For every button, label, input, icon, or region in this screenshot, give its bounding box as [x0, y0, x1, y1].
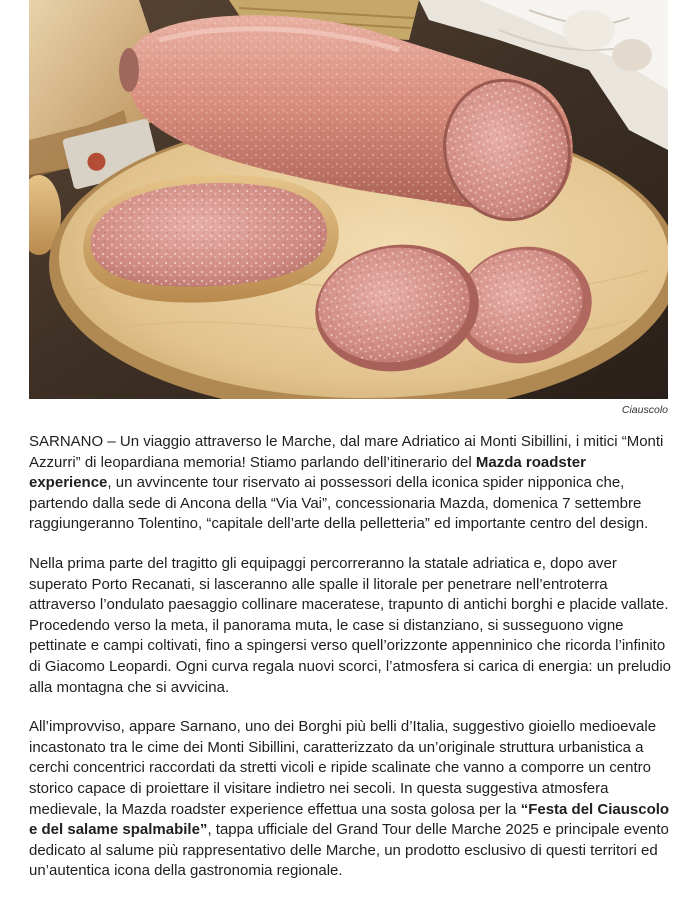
article-figure	[29, 0, 668, 416]
paragraph-1-lead: SARNANO – Un viaggio attraverso le Marche, dal mare Adriatico ai Monti Sibillini, i mitici “Monti Azzurri” di leopardiana memoria! Stiamo parlando dell’itinerario del	[29, 433, 664, 471]
paragraph-3	[29, 717, 672, 882]
paragraph-3-bold: “Festa del Ciauscolo e del salame spalmabile”	[29, 800, 670, 839]
paragraph-3-tail: , tappa ufficiale del Grand Tour delle Marche 2025 e principale evento dedicato al salume più rappresentativo delle Marche, un prodotto esclusivo di questi territori ed un’autentica icona della gastronomia regionale.	[29, 821, 669, 880]
paragraph-2: Nella prima parte del tragitto gli equipaggi percorreranno la statale adriatica e, dopo aver superato Porto Recanati, si lasceranno alle spalle il litorale per penetrare nell’entroterra attraverso l’ondulato paesaggio collinare maceratese, trapunto di antichi borghi e placide vallate. Procedendo verso la meta, il panorama muta, le case si distanziano, si susseguono vigne pettinate e campi coltivati, fino a spingersi verso quell’orizzonte appenninico che ricorda l’infinito di Giacomo Leopardi. Ogni curva regala nuovi scorci, l’atmosfera si carica di energia: un preludio alla montagna che si avvicina.	[29, 554, 671, 696]
paragraph-1	[29, 432, 672, 535]
paragraph-1-bold: Mazda roadster experience	[29, 453, 586, 492]
paragraph-3-lead: All’improvviso, appare Sarnano, uno dei Borghi più belli d’Italia, suggestivo gioiello medioevale incastonato tra le cime dei Monti Sibillini, caratterizzato da un’originale struttura urbanistica a cerchi concentrici raccordati da stretti vicoli e ripide scalinate che vanno a comporre un centro storico capace di proiettare il visitare indietro nei secoli. In questa suggestiva atmosfera medievale, la Mazda roadster experience effettua una sosta golosa per la	[29, 718, 657, 818]
article-body	[29, 432, 672, 901]
image-caption: Ciauscolo	[621, 404, 668, 416]
salame-photo	[29, 0, 668, 399]
paragraph-1-tail: , un avvincente tour riservato ai possessori della iconica spider nipponica che, partendo dalla sede di Ancona della “Via Vai”, concessionaria Mazda, domenica 7 settembre raggiungeranno Tolentino, “capitale dell’arte della pelletteria” ed importante centro del design.	[29, 474, 649, 533]
